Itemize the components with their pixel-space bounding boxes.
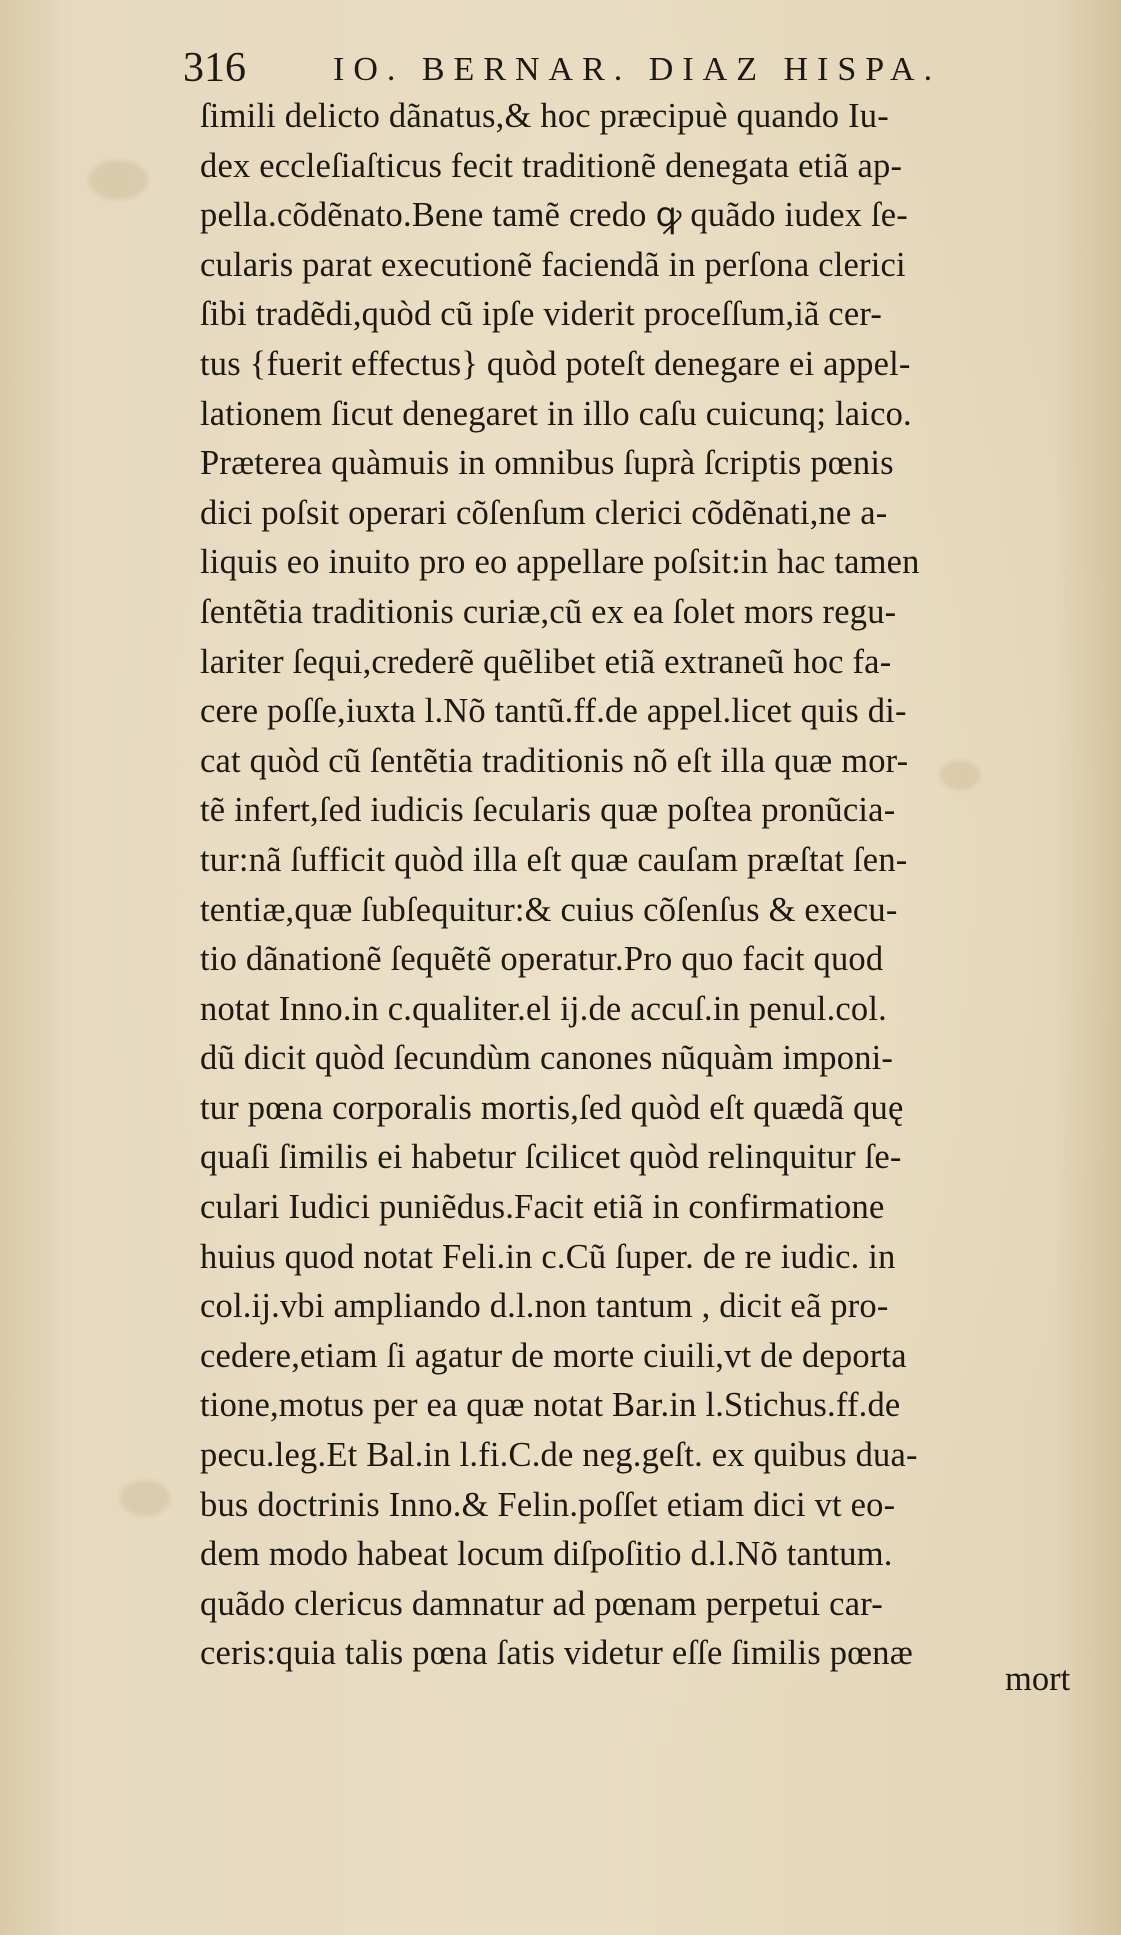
text-line: tẽ infert,ſed iudicis ſecularis quæ poſtea pronũcia- [200,791,896,830]
paper-stain [120,1480,170,1516]
text-line: notat Inno.in c.qualiter.el ij.de accuſ.in penul.col. [200,989,887,1028]
text-line: cularis parat executionẽ faciendã in perſona clerici [200,245,906,284]
text-line: ſimili delicto dãnatus,& hoc præcipuè quando Iu- [200,97,889,135]
text-line: lariter ſequi,crederẽ quẽlibet etiã extraneũ hoc fa- [200,642,892,681]
text-line: ceris:quia talis pœna ſatis videtur eſſe ſimilis pœnæ [200,1634,913,1673]
text-line: tur:nã ſufficit quòd illa eſt quæ cauſam præſtat ſen- [200,840,908,879]
text-line: cere poſſe,iuxta l.Nõ tantũ.ff.de appel.licet quis di- [200,692,907,731]
text-line: tentiæ,quæ ſubſequitur:& cuius cõſenſus & execu- [200,890,898,929]
text-line: Præterea quàmuis in omnibus ſuprà ſcriptis pœnis [200,444,894,483]
text-line: cat quòd cũ ſentẽtia traditionis nõ eſt illa quæ mor- [200,741,909,780]
text-line: bus doctrinis Inno.& Felin.poſſet etiam dici vt eo- [200,1485,896,1524]
text-line: culari Iudici puniẽdus.Facit etiã in confirmatione [200,1188,885,1227]
text-line: pella.cõdẽnato.Bene tamẽ credo ꝙ quãdo iudex ſe- [200,196,908,235]
text-line: liquis eo inuito pro eo appellare poſsit:in hac tamen [200,543,920,582]
text-line: tur pœna corporalis mortis,ſed quòd eſt quædã quę [200,1088,904,1127]
text-line: dici poſsit operari cõſenſum clerici cõdẽnati,ne a- [200,493,888,532]
text-line: tio dãnationẽ ſequẽtẽ operatur.Pro quo facit quod [200,940,884,979]
text-line: quaſi ſimilis ei habetur ſcilicet quòd relinquitur ſe- [200,1138,902,1177]
text-line: dex eccleſiaſticus fecit traditionẽ denegata etiã ap- [200,146,903,185]
text-line: cedere,etiam ſi agatur de morte ciuili,vt de deporta [200,1336,907,1375]
body-text [200,92,1090,1679]
text-line: dũ dicit quòd ſecundùm canones nũquàm imponi- [200,1039,894,1078]
paper-stain [88,160,148,200]
catchword: mort [1005,1660,1071,1698]
text-line: quãdo clericus damnatur ad pœnam perpetui car- [200,1584,883,1623]
text-line: pecu.leg.Et Bal.in l.fi.C.de neg.geſt. ex quibus dua- [200,1436,918,1475]
text-line: tione,motus per ea quæ notat Bar.in l.Stichus.ff.de [200,1386,901,1425]
text-line: col.ij.vbi ampliando d.l.non tantum , dicit eã pro- [200,1287,889,1326]
text-line: huius quod notat Feli.in c.Cũ ſuper. de re iudic. in [200,1237,896,1276]
text-line: ſentẽtia traditionis curiæ,cũ ex ea ſolet mors regu- [200,592,897,631]
page-header [183,40,943,96]
text-line: tus {fuerit effectus} quòd poteſt denegare ei appel- [200,344,911,383]
text-line: ſibi tradẽdi,quòd cũ ipſe viderit proceſſum,iã cer- [200,295,883,334]
text-line: lationem ſicut denegaret in illo caſu cuicunq; laico. [200,394,912,433]
running-head: IO. BERNAR. DIAZ HISPA. [333,51,942,88]
page-number: 316 [183,45,246,91]
text-line: dem modo habeat locum diſpoſitio d.l.Nõ tantum. [200,1535,893,1574]
